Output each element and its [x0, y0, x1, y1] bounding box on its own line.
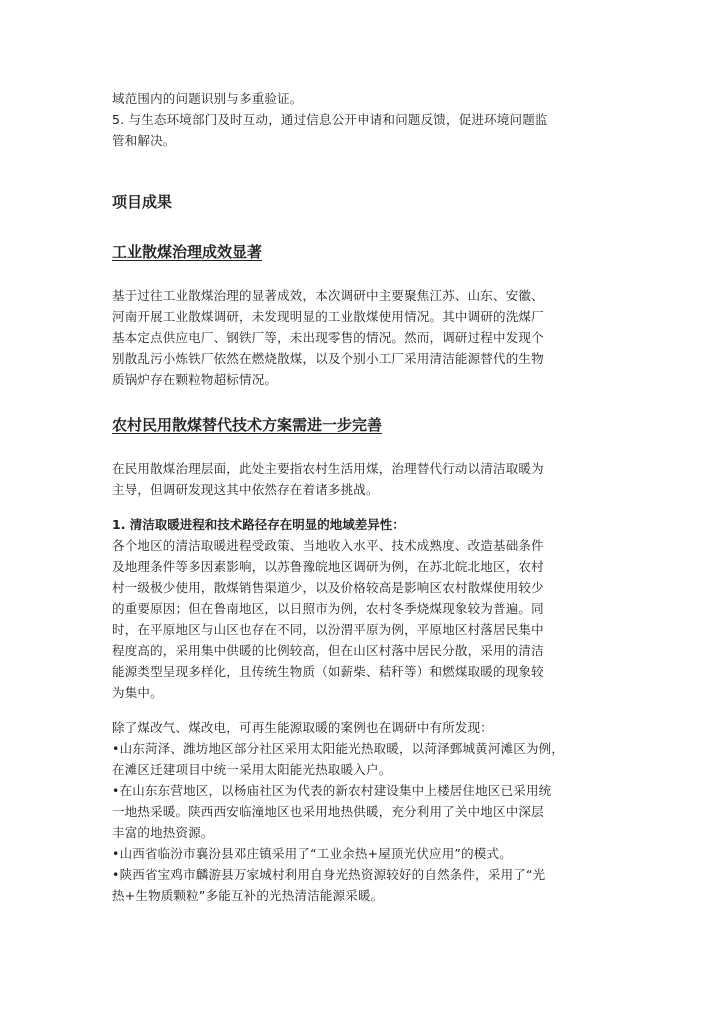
industrial-line: 河南开展工业散煤调研，未发现明显的工业散煤使用情况。其中调研的洗煤厂 — [112, 309, 544, 324]
point1-line: 及地理条件等多因素影响，以苏鲁豫皖地区调研为例，在苏北皖北地区，农村 — [112, 559, 544, 574]
point1-line: 的重要原因；但在鲁南地区，以日照市为例，农村冬季烧煤现象较为普遍。同 — [112, 601, 544, 616]
industrial-heading: 工业散煤治理成效显著 — [112, 243, 263, 261]
point1-paragraph — [112, 535, 620, 703]
point1-line: 各个地区的清洁取暖进程受政策、当地收入水平、技术成熟度、改造基础条件 — [112, 538, 544, 553]
renewable-line: 除了煤改气、煤改电，可再生能源取暖的案例也在调研中有所发现： — [112, 720, 494, 735]
industrial-line: 基于过往工业散煤治理的显著成效，本次调研中主要聚焦江苏、山东、安徽、 — [112, 288, 544, 303]
renewable-line: •陕西省宝鸡市麟游县万家城村利用自身光热资源较好的自然条件，采用了“光 — [112, 867, 546, 882]
point1-line: 程度高的，采用集中供暖的比例较高，但在山区村落中居民分散，采用的清洁 — [112, 643, 544, 658]
intro-line: 域范围内的问题识别与多重验证。 — [112, 91, 303, 106]
renewable-paragraph — [112, 717, 620, 906]
industrial-line: 质锅炉存在颗粒物超标情况。 — [112, 372, 278, 387]
point1-line: 为集中。 — [112, 685, 163, 700]
industrial-paragraph — [112, 285, 620, 390]
intro-line: 管和解决。 — [112, 133, 176, 148]
point1-title: 1. 清洁取暖进程和技术路径存在明显的地域差异性： — [112, 517, 405, 532]
point1-line: 能源类型呈现多样化，且传统生物质（如薪柴、秸秆等）和燃煤取暖的现象较 — [112, 664, 544, 679]
industrial-line: 基本定点供应电厂、钢铁厂等，未出现零售的情况。然而，调研过程中发现个 — [112, 330, 544, 345]
renewable-line: •山东菏泽、潍坊地区部分社区采用太阳能光热取暖，以菏泽鄄城黄河滩区为例， — [112, 741, 565, 756]
rural-intro-paragraph — [112, 458, 620, 500]
renewable-line: •在山东东营地区，以杨庙社区为代表的新农村建设集中上楼居住地区已采用统 — [112, 783, 552, 798]
industrial-line: 别散乱污小炼铁厂依然在燃烧散煤，以及个别小工厂采用清洁能源替代的生物 — [112, 351, 544, 366]
rural-heading: 农村民用散煤替代技术方案需进一步完善 — [112, 416, 383, 434]
renewable-line: 在滩区迁建项目中统一采用太阳能光热取暖入户。 — [112, 762, 392, 777]
renewable-line: 一地热采暖。陕西西安临潼地区也采用地热供暖，充分利用了关中地区中深层 — [112, 804, 544, 819]
document-page — [112, 88, 620, 906]
intro-paragraph — [112, 88, 620, 151]
renewable-line: •山西省临汾市襄汾县邓庄镇采用了“工业余热+屋顶光伏应用”的模式。 — [112, 846, 512, 861]
intro-line: 5. 与生态环境部门及时互动，通过信息公开申请和问题反馈，促进环境问题监 — [112, 112, 548, 127]
rural-intro-line: 在民用散煤治理层面，此处主要指农村生活用煤，治理替代行动以清洁取暖为 — [112, 461, 544, 476]
renewable-line: 热+生物质颗粒”多能互补的光热清洁能源采暖。 — [112, 888, 384, 903]
point1-line: 时，在平原地区与山区也存在不同，以汾渭平原为例，平原地区村落居民集中 — [112, 622, 544, 637]
section-title: 项目成果 — [112, 193, 173, 211]
rural-intro-line: 主导，但调研发现这其中依然存在着诸多挑战。 — [112, 482, 379, 497]
point1-line: 村一级极少使用，散煤销售渠道少，以及价格较高是影响区农村散煤使用较少 — [112, 580, 544, 595]
renewable-line: 丰富的地热资源。 — [112, 825, 214, 840]
